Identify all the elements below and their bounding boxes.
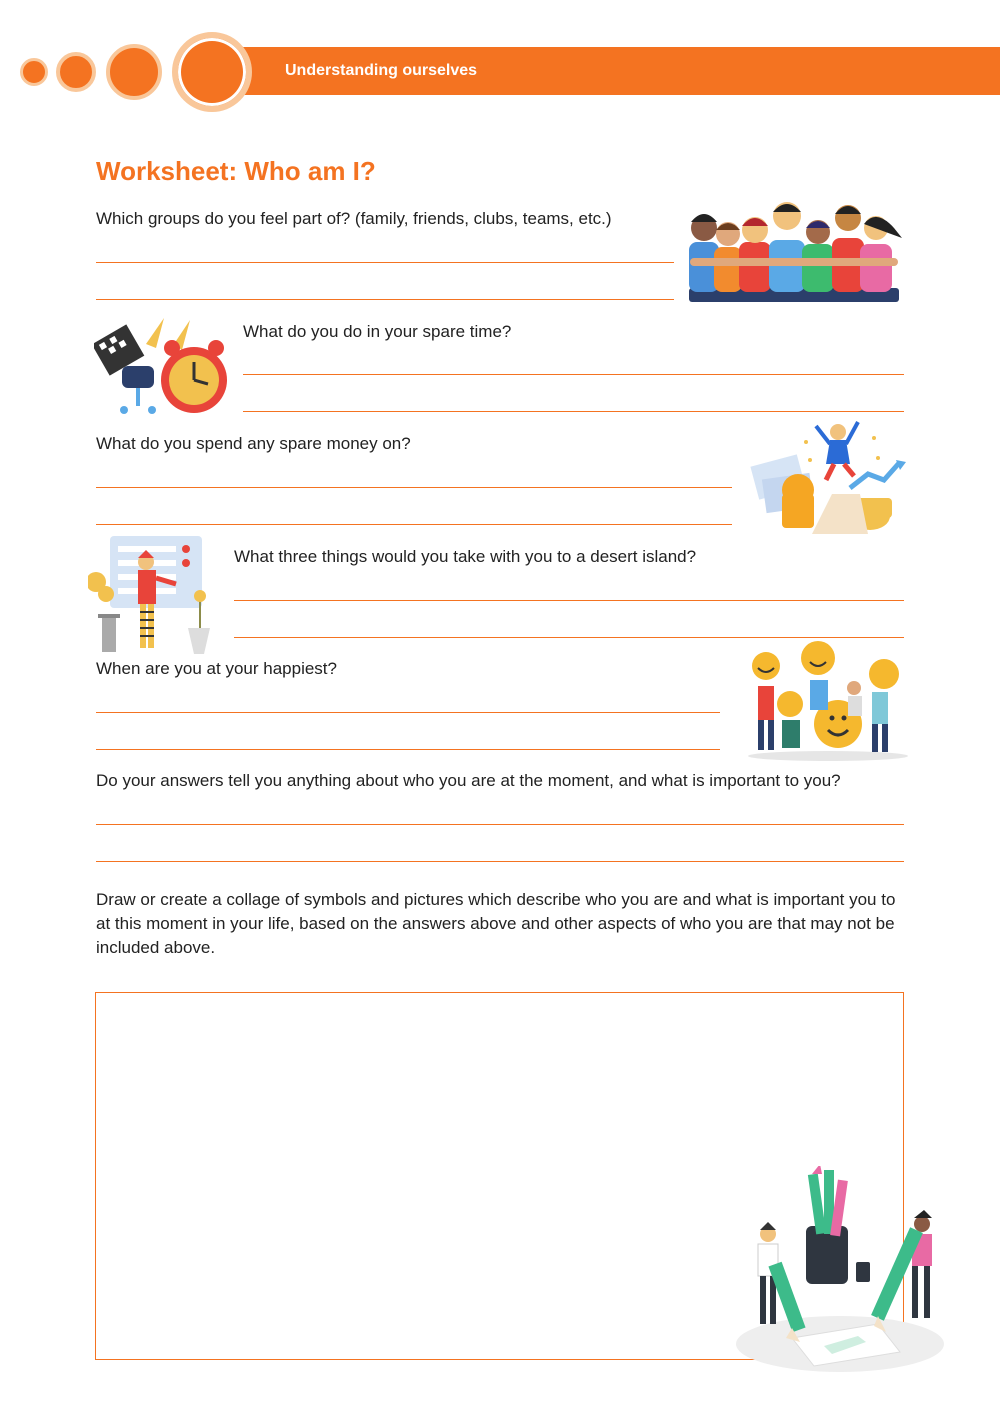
answer-line[interactable] [96,749,720,750]
collage-instructions: Draw or create a collage of symbols and pictures which describe who you are and what is important you to at this moment in your life, based on the answers above and other aspects of who you are that may not be included above. [96,890,896,957]
question-happiest: When are you at your happiest? [96,659,337,678]
answer-line[interactable] [96,299,674,300]
drawing-pencils-illustration [728,1166,948,1380]
question-desert-island: What three things would you take with you to a desert island? [234,547,697,566]
header-title: Understanding ourselves [285,62,478,79]
checklist-illustration [88,530,216,654]
answer-line[interactable] [243,374,904,375]
happy-emoji-illustration [744,640,912,762]
answer-line[interactable] [96,487,732,488]
header-dot-4 [172,32,252,112]
spare-time-clock-illustration [94,314,234,418]
answer-line[interactable] [234,637,904,638]
question-reflection: Do your answers tell you anything about who you are at the moment, and what is important to you? [96,771,841,790]
worksheet-title: Worksheet: Who am I? [96,156,376,186]
answer-line[interactable] [96,861,904,862]
question-groups: Which groups do you feel part of? (family, friends, clubs, teams, etc.) [96,209,612,228]
answer-line[interactable] [96,712,720,713]
header-dot-2 [56,52,96,92]
header-dot-3 [106,44,162,100]
question-spare-money: What do you spend any spare money on? [96,434,411,453]
answer-line[interactable] [96,262,674,263]
group-hug-illustration [684,192,909,304]
header-dot-1 [20,58,48,86]
answer-line[interactable] [234,600,904,601]
answer-line[interactable] [96,524,732,525]
money-coins-illustration [750,402,910,534]
question-spare-time: What do you do in your spare time? [243,322,512,341]
answer-line[interactable] [96,824,904,825]
